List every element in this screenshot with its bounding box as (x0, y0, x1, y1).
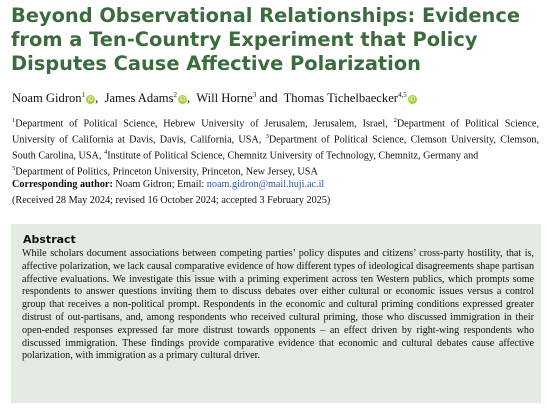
author-affil-sup: 1 (81, 91, 86, 99)
email-link[interactable]: noam.gidron@mail.huji.ac.il (206, 178, 325, 190)
affil-sup: 3 (265, 132, 269, 140)
author-affil-sup: 2 (173, 91, 177, 99)
orcid-icon[interactable]: iD (87, 96, 94, 104)
abstract-box (11, 224, 541, 403)
affil-sup: 1 (12, 117, 16, 124)
author-affil-sup: 4,5 (397, 91, 407, 99)
affil-sup: 4 (103, 148, 108, 156)
author-name[interactable]: James Adams (104, 91, 174, 106)
received-dates: (Received 28 May 2024; revised 16 October 2024; accepted 3 February 2025) (12, 195, 331, 206)
author-separator: , (95, 91, 102, 106)
author-separator: , (186, 91, 194, 106)
author-affil-sup: 3 (252, 91, 257, 99)
orcid-icon[interactable]: iD (179, 96, 186, 104)
abstract-heading: Abstract (23, 233, 76, 246)
corresponding-author-label: Corresponding author: (12, 178, 113, 190)
article-title: Beyond Observational Relationships: Evidence from a Ten-Country Experiment that Policy Disputes Cause Affective Polarization (11, 4, 520, 75)
author-separator: and (256, 91, 281, 106)
affiliation: Department of Politics, Princeton University, Princeton, New Jersey, USA (15, 166, 318, 178)
affiliation: Department of Political Science, Clemson University, Clemson, South Carolina, USA, (12, 134, 540, 162)
author-list (12, 91, 542, 106)
corresponding-author-text: Noam Gidron; Email: (112, 178, 207, 190)
affiliation: Institute of Political Science, Chemnitz University of Technology, Chemnitz, Germany and (107, 150, 479, 162)
affil-sup: 5 (12, 164, 16, 172)
abstract-text: While scholars document associations between competing parties’ policy disputes and citizens’ cross-party hostility, that is, affective polarization, we lack causal comparative evidence of how different types of ideological disagreements shape partisan affective evaluations. We investigate this issue with a priming experiment across ten Western publics, which prompts some respondents to answer questions inviting them to discuss debates over either cultural or economic issues versus a control group that receives a non-political prompt. Respondents in the economic and cultural priming conditions expressed greater distrust of out-partisans, and, among respondents who received cultural priming, those who discussed immigration in their open-ended responses expressed far more distrust towards opponents – an effect driven by right-wing respondents who discussed immigration. These findings provide comparative evidence that economic and cultural debates cause affective polarization, with immigration as a primary cultural driver. (22, 248, 534, 362)
affiliation: Department of Political Science, Hebrew University of Jerusalem, Jerusalem, Israel, (15, 118, 394, 130)
author-name[interactable]: Noam Gidron (12, 91, 82, 106)
author-name[interactable]: Thomas Tichelbaecker (283, 91, 398, 106)
affil-sup: 2 (393, 117, 397, 124)
affiliations (12, 115, 539, 192)
affiliation: Department of Political Science, University of California at Davis, Davis, California, USA, (12, 118, 539, 146)
author-name[interactable]: Will Horne (196, 91, 253, 106)
orcid-icon[interactable]: iD (409, 96, 416, 104)
